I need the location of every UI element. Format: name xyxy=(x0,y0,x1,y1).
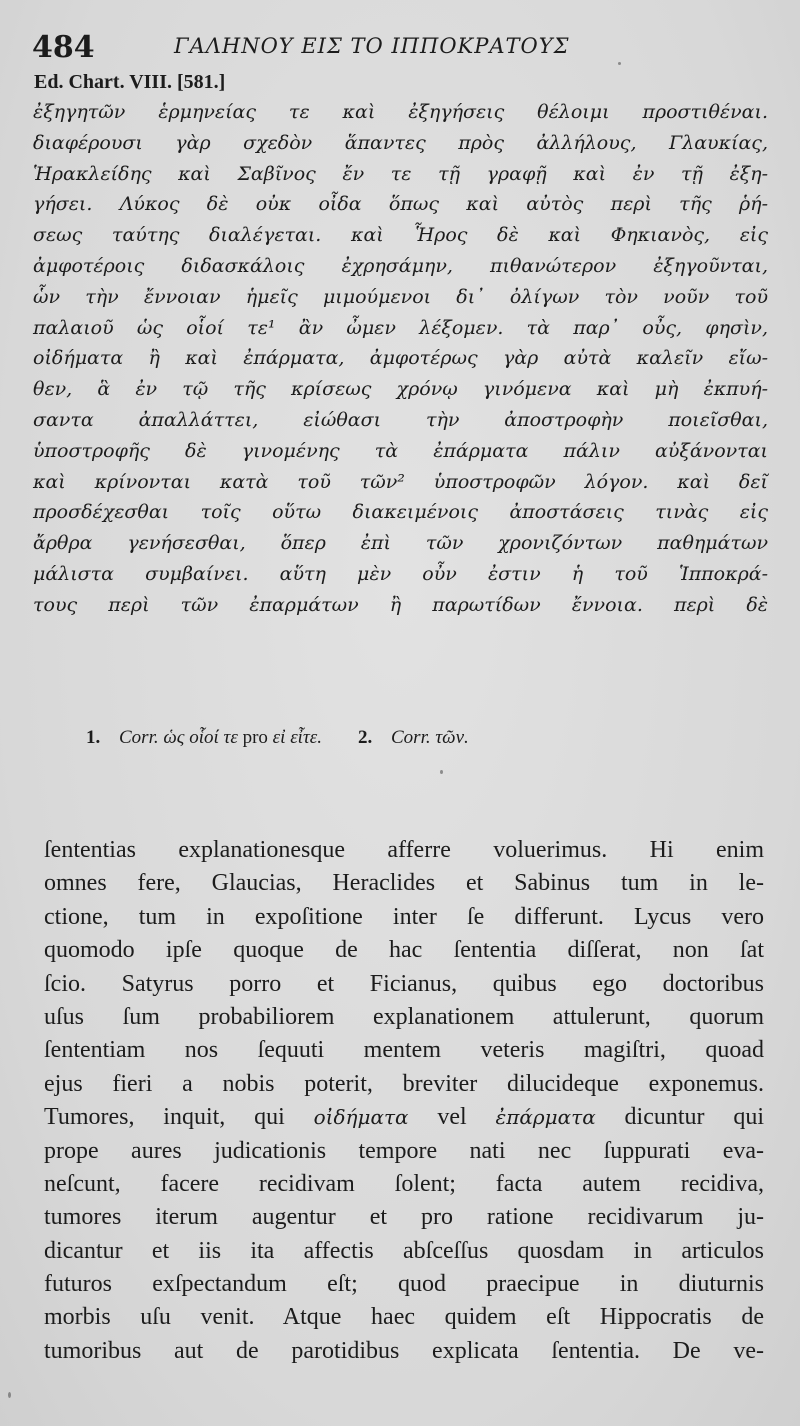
latin-line: morbis uſu venit. Atque haec quidem eſt Hippocratis de xyxy=(44,1304,764,1331)
footnote-greek: τῶν. xyxy=(435,727,469,748)
footnote-number: 1. xyxy=(86,727,101,748)
latin-line: ſcio. Satyrus porro et Ficianus, quibus ego doctoribus xyxy=(44,970,764,997)
footnote-greek-alt: εἰ εἶτε. xyxy=(272,727,322,748)
latin-line: ſententiam nos ſequuti mentem veteris magiſtri, quoad xyxy=(44,1037,764,1064)
greek-line: ἐξηγητῶν ἑρμηνείας τε καὶ ἐξηγήσεις θέλοιμι προστιθέναι. xyxy=(33,101,768,123)
greek-line: ὧν τὴν ἔννοιαν ἡμεῖς μιμούμενοι δι᾽ ὀλίγων τὸν νοῦν τοῦ xyxy=(33,285,768,308)
footnote-1 xyxy=(86,727,322,749)
greek-line: γήσει. Λύκος δὲ οὐκ οἶδα ὅπως καὶ αὐτὸς περὶ τῆς ῥή- xyxy=(33,193,768,216)
latin-line: ejus fieri a nobis poterit, breviter dilucideque exponemus. xyxy=(44,1070,764,1097)
latin-segment: dicuntur qui xyxy=(595,1104,765,1131)
print-speck xyxy=(440,770,443,774)
latin-line: omnes fere, Glaucias, Heraclides et Sabinus tum in le- xyxy=(44,870,764,897)
footnote-number: 2. xyxy=(358,727,373,748)
footnote-corr: Corr. xyxy=(119,727,159,748)
greek-line: Ἡρακλείδης καὶ Σαβῖνος ἔν τε τῇ γραφῇ καὶ ἐν τῇ ἐξη- xyxy=(33,162,768,185)
edition-reference: Ed. Chart. VIII. [581.] xyxy=(34,71,226,93)
print-speck xyxy=(8,1392,11,1398)
latin-line: tumores iterum augentur et pro ratione recidivarum ju- xyxy=(44,1204,764,1231)
latin-line-mixed xyxy=(44,1101,764,1134)
latin-line: uſus ſum probabiliorem explanationem attulerunt, quorum xyxy=(44,1003,764,1030)
latin-segment: Tumores, inquit, qui xyxy=(44,1104,314,1131)
footnote-pro: pro xyxy=(242,727,268,748)
footnote-greek: ὡς οἷοί τε xyxy=(163,727,238,748)
greek-line: σεως ταύτης διαλέγεται. καὶ Ἧρος δὲ καὶ Φηκιανὸς, εἰς xyxy=(33,224,768,247)
latin-segment: vel xyxy=(408,1104,496,1131)
print-speck xyxy=(618,62,621,65)
latin-line: prope aures judicationis tempore nati nec ſuppurati eva- xyxy=(44,1137,764,1164)
greek-line: παλαιοῦ ὡς οἷοί τε¹ ἂν ὦμεν λέξομεν. τὰ παρ᾽ οὖς, φησὶν, xyxy=(33,316,768,339)
footnotes xyxy=(86,727,469,749)
latin-line: neſcunt, facere recidivam ſolent; facta autem recidiva, xyxy=(44,1170,764,1197)
latin-line: dicantur et iis ita affectis abſceſſus quosdam in articulos xyxy=(44,1237,764,1264)
greek-text-block xyxy=(33,97,768,621)
latin-text-block xyxy=(44,834,764,1368)
greek-line: ἄρθρα γενήσεσθαι, ὅπερ ἐπὶ τῶν χρονιζόντων παθημάτων xyxy=(33,532,768,555)
footnote-2 xyxy=(358,727,469,749)
greek-line: θεν, ἃ ἐν τῷ τῆς κρίσεως χρόνῳ γινόμενα καὶ μὴ ἐκπυή- xyxy=(33,378,768,401)
latin-line: futuros exſpectandum eſt; quod praecipue in diuturnis xyxy=(44,1271,764,1298)
greek-line: οἰδήματα ἢ καὶ ἐπάρματα, ἀμφοτέρως γὰρ αὐτὰ καλεῖν εἴω- xyxy=(33,347,768,370)
greek-line: διαφέρουσι γὰρ σχεδὸν ἅπαντες πρὸς ἀλλήλους, Γλαυκίας, xyxy=(33,131,768,154)
latin-line: ctione, tum in expoſitione inter ſe differunt. Lycus vero xyxy=(44,903,764,930)
page-header xyxy=(32,28,772,68)
greek-line: καὶ κρίνονται κατὰ τοῦ τῶν² ὑποστροφῶν λόγον. καὶ δεῖ xyxy=(33,470,768,493)
greek-line: ὑποστροφῆς δὲ γινομένης τὰ ἐπάρματα πάλιν αὐξάνονται xyxy=(33,439,768,462)
greek-term: οἰδήματα xyxy=(313,1105,409,1130)
greek-line: μάλιστα συμβαίνει. αὕτη μὲν οὖν ἐστιν ἡ τοῦ Ἱπποκρά- xyxy=(33,562,768,585)
greek-term: ἐπάρματα xyxy=(495,1105,596,1130)
greek-line: σαντα ἀπαλλάττει, εἰώθασι τὴν ἀποστροφὴν ποιεῖσθαι, xyxy=(33,408,768,431)
running-title: ΓΑΛΗΝΟΥ ΕΙΣ ΤΟ ΙΠΠΟΚΡΑΤΟΥΣ xyxy=(174,34,570,58)
latin-line: tumoribus aut de parotidibus explicata ſententia. De ve- xyxy=(44,1337,764,1364)
latin-line: quomodo ipſe quoque de hac ſententia diſſerat, non ſat xyxy=(44,937,764,964)
greek-line: τους περὶ τῶν ἐπαρμάτων ἢ παρωτίδων ἔννοια. περὶ δὲ xyxy=(33,593,768,616)
greek-line: προσδέχεσθαι τοῖς οὕτω διακειμένοις ἀποστάσεις τινὰς εἰς xyxy=(33,501,768,524)
footnote-corr: Corr. xyxy=(391,727,431,748)
greek-line: ἀμφοτέροις διδασκάλοις ἐχρησάμην, πιθανώτερον ἐξηγοῦνται, xyxy=(33,254,768,277)
page-number: 484 xyxy=(32,30,95,65)
latin-line: ſententias explanationesque afferre voluerimus. Hi enim xyxy=(44,837,764,863)
